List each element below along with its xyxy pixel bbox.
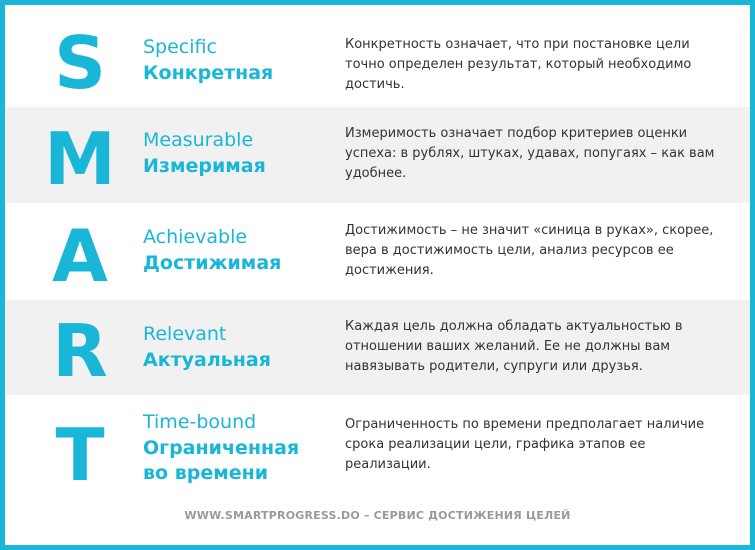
letter-t: T (55, 413, 105, 497)
desc-relevant: Каждая цель должна обладать актуальностью в отношении ваших желаний. Ее не должны вам навязывать родители, супруги или друзья. (345, 319, 683, 374)
row-relevant (5, 300, 750, 395)
desc-specific: Конкретность означает, что при постановке цели точно определен результат, который необходимо достичь. (345, 37, 692, 92)
letter-r: R (52, 309, 108, 393)
desc-achievable: Достижимость – не значит «синица в руках», скорее, вера в достижимость цели, анализ ресурсов ее достижения. (345, 223, 714, 278)
term-en-achievable: Achievable (143, 226, 248, 248)
row-specific (5, 5, 750, 107)
row-measurable (5, 107, 750, 203)
term-ru-achievable: Достижимая (143, 252, 282, 274)
term-en-time-bound: Time-bound (143, 411, 257, 433)
term-ru-time-bound-line2: во времени (143, 462, 269, 484)
letter-m: M (44, 117, 116, 201)
footer-credit: WWW.SMARTPROGRESS.DO – СЕРВИС ДОСТИЖЕНИЯ ЦЕЛЕЙ (184, 509, 571, 522)
term-en-relevant: Relevant (143, 323, 227, 345)
term-en-specific: Specific (143, 36, 217, 58)
term-ru-relevant: Актуальная (143, 349, 271, 371)
desc-time-bound: Ограниченность по времени предполагает наличие срока реализации цели, графика этапов ее реализации. (345, 417, 705, 472)
term-en-measurable: Measurable (143, 129, 254, 151)
term-ru-specific: Конкретная (143, 62, 274, 84)
letter-s: S (54, 21, 106, 105)
row-achievable (5, 203, 750, 300)
term-ru-measurable: Измеримая (143, 155, 266, 177)
desc-measurable: Измеримость означает подбор критериев оценки успеха: в рублях, штуках, удавах, попугаях – как вам удобнее. (345, 126, 715, 181)
row-time-bound (5, 395, 750, 495)
term-ru-time-bound-line1: Ограниченная (143, 437, 300, 459)
letter-a: A (52, 214, 108, 298)
